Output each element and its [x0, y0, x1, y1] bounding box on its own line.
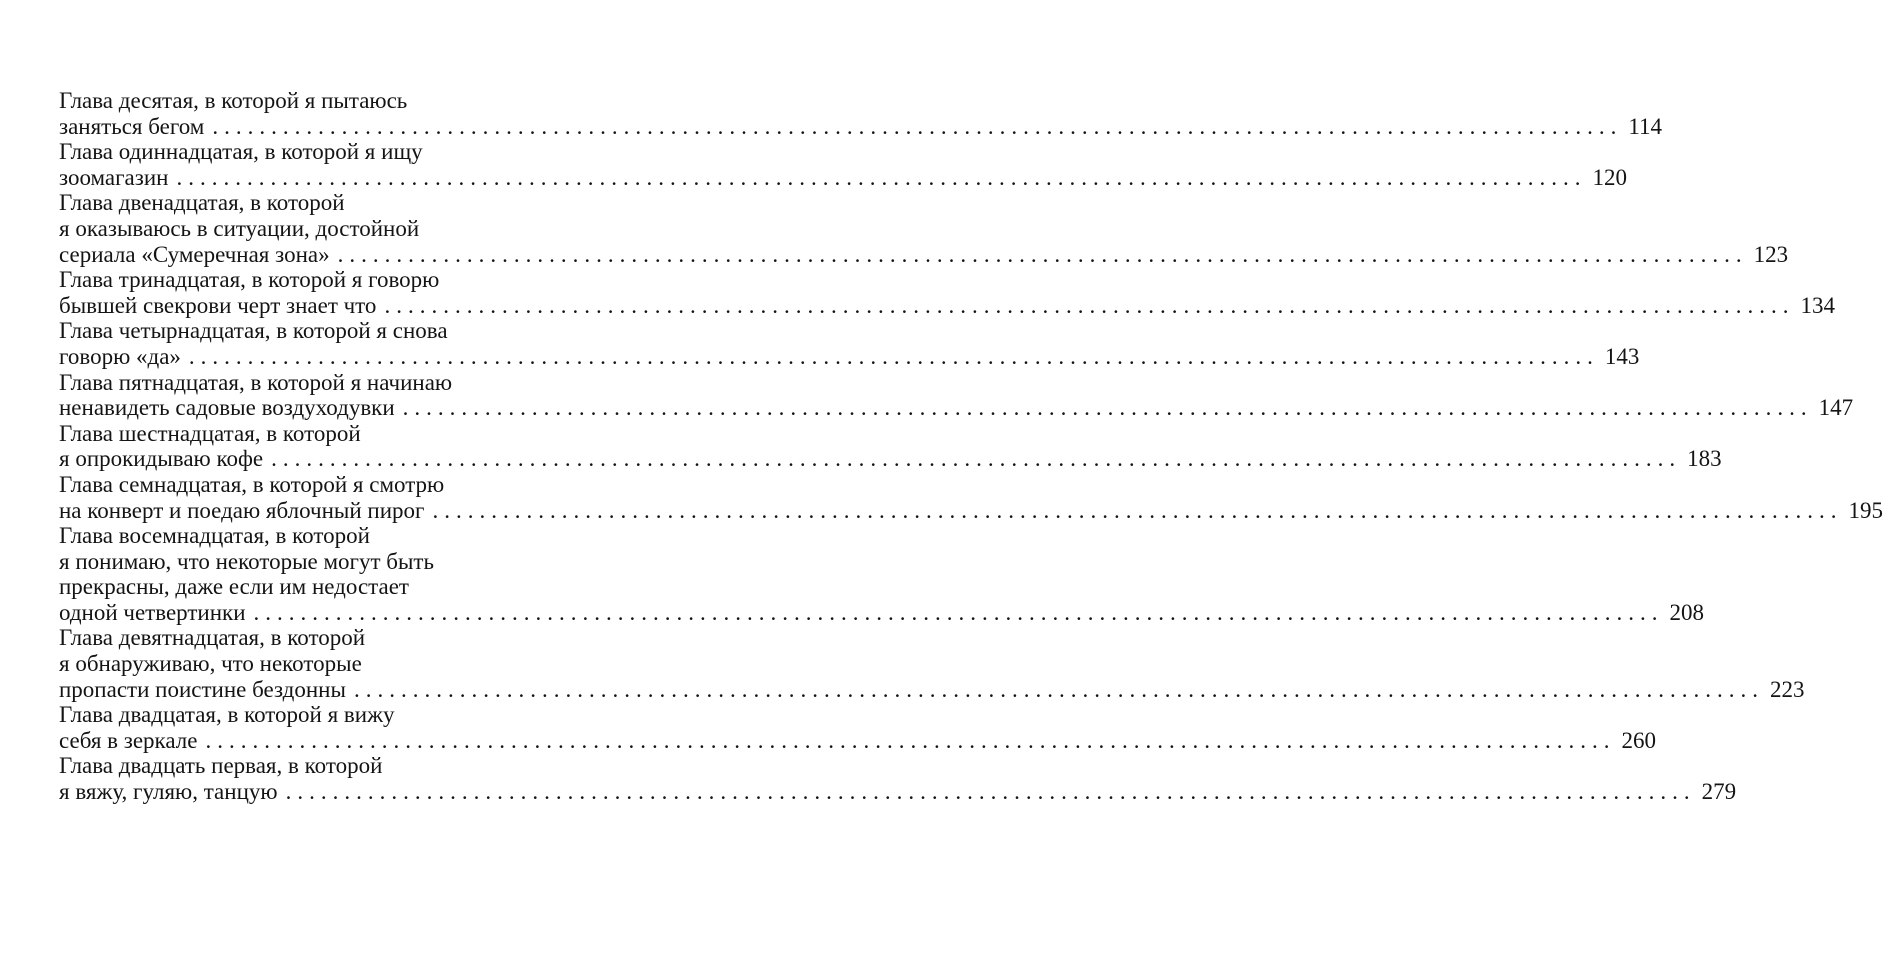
page-number: 147	[1818, 395, 1854, 421]
dot-leader: ........................................................................................................................	[337, 241, 1748, 267]
table-of-contents	[59, 88, 1883, 805]
toc-entry-line	[59, 241, 1789, 268]
toc-entry-line	[59, 318, 505, 344]
toc-entry	[59, 369, 1854, 421]
toc-entry-line	[59, 164, 1627, 191]
toc-entry	[59, 267, 1835, 318]
dot-leader: ........................................................................................................................	[253, 599, 1664, 625]
chapter-title-line: я вяжу, гуляю, танцую	[59, 779, 278, 805]
chapter-title-line: Глава тринадцатая, в которой я говорю	[59, 267, 440, 293]
chapter-title-line: Глава двенадцатая, в которой	[59, 190, 345, 216]
toc-entry-line	[59, 779, 1737, 805]
toc-entry-line	[59, 574, 505, 600]
page-number: 223	[1769, 676, 1805, 702]
toc-entry	[59, 523, 1705, 625]
dot-leader: ........................................................................................................................	[212, 113, 1623, 139]
toc-entry-line	[59, 523, 505, 549]
toc-entry	[59, 753, 1737, 805]
toc-entry-line	[59, 446, 1722, 472]
toc-entry-line	[59, 651, 505, 677]
toc-entry-line	[59, 370, 505, 396]
chapter-title-line: говорю «да»	[59, 343, 181, 369]
dot-leader: ........................................................................................................................	[353, 676, 1764, 702]
toc-entry-line	[59, 625, 505, 651]
toc-entry	[59, 702, 1656, 753]
chapter-title-line: себя в зеркале	[59, 727, 198, 753]
chapter-title-line: я понимаю, что некоторые могут быть	[59, 548, 434, 574]
chapter-title-line: прекрасны, даже если им недостает	[59, 574, 409, 600]
page-number: 208	[1669, 599, 1705, 625]
chapter-title-line: Глава десятая, в которой я пытаюсь	[59, 88, 408, 113]
page-number: 195	[1848, 497, 1883, 523]
toc-entry-line	[59, 267, 505, 293]
chapter-title-line: Глава двадцатая, в которой я вижу	[59, 702, 395, 728]
toc-entry-line	[59, 216, 505, 242]
chapter-title-line: Глава девятнадцатая, в которой	[59, 625, 365, 651]
chapter-title-line: Глава восемнадцатая, в которой	[59, 523, 370, 549]
chapter-title-line: Глава одиннадцатая, в которой я ищу	[59, 139, 423, 165]
toc-entry-line	[59, 676, 1805, 703]
toc-entry-line	[59, 113, 1663, 140]
dot-leader: ........................................................................................................................	[271, 446, 1682, 472]
page-number: 134	[1800, 292, 1835, 318]
toc-entry-line	[59, 599, 1705, 626]
page-number: 120	[1592, 164, 1627, 190]
dot-leader: ........................................................................................................................	[402, 395, 1813, 421]
toc-entry	[59, 625, 1805, 702]
chapter-title-line: ненавидеть садовые воздуходувки	[59, 395, 395, 421]
page-number: 143	[1604, 343, 1640, 369]
page-number: 123	[1753, 241, 1789, 267]
toc-entry	[59, 88, 1663, 139]
toc-entry-line	[59, 395, 1854, 421]
toc-entry-line	[59, 343, 1640, 370]
toc-entry-line	[59, 292, 1835, 319]
dot-leader: ........................................................................................................................	[285, 779, 1696, 805]
toc-entry-line	[59, 727, 1656, 754]
toc-entry	[59, 471, 1883, 523]
chapter-title-line: я оказываюсь в ситуации, достойной	[59, 215, 420, 241]
toc-entry-line	[59, 472, 505, 498]
chapter-title-line: я опрокидываю кофе	[59, 446, 264, 472]
chapter-title-line: Глава двадцать первая, в которой	[59, 753, 383, 779]
chapter-title-line: Глава семнадцатая, в которой я смотрю	[59, 471, 445, 497]
chapter-title-line: бывшей свекрови черт знает что	[59, 292, 377, 318]
dot-leader: ........................................................................................................................	[432, 497, 1843, 523]
toc-entry-line	[59, 702, 505, 728]
chapter-title-line: на конверт и поедаю яблочный пирог	[59, 497, 425, 523]
toc-entry-line	[59, 88, 505, 114]
dot-leader: ........................................................................................................................	[188, 343, 1599, 369]
toc-entry-line	[59, 421, 505, 447]
chapter-title-line: Глава пятнадцатая, в которой я начинаю	[59, 369, 453, 395]
page-number: 114	[1628, 113, 1663, 139]
chapter-title-line: пропасти поистине бездонны	[59, 676, 346, 702]
toc-entry	[59, 190, 1789, 267]
toc-entry-line	[59, 497, 1883, 524]
dot-leader: ........................................................................................................................	[176, 164, 1587, 190]
toc-entry	[59, 420, 1722, 472]
dot-leader: ........................................................................................................................	[205, 727, 1616, 753]
page-number: 279	[1701, 779, 1737, 805]
chapter-title-line: сериала «Сумеречная зона»	[59, 241, 330, 267]
chapter-title-line: Глава шестнадцатая, в которой	[59, 420, 361, 446]
chapter-title-line: я обнаруживаю, что некоторые	[59, 651, 362, 677]
toc-entry-line	[59, 753, 505, 779]
toc-entry-line	[59, 139, 505, 165]
toc-entry-line	[59, 549, 505, 575]
page-number: 260	[1621, 727, 1656, 753]
page-number: 183	[1687, 446, 1722, 472]
chapter-title-line: Глава четырнадцатая, в которой я снова	[59, 318, 448, 344]
dot-leader: ........................................................................................................................	[384, 292, 1795, 318]
toc-entry-line	[59, 190, 505, 216]
toc-entry	[59, 139, 1627, 190]
chapter-title-line: заняться бегом	[59, 113, 205, 139]
chapter-title-line: зоомагазин	[59, 164, 169, 190]
chapter-title-line: одной четвертинки	[59, 599, 246, 625]
toc-entry	[59, 318, 1640, 369]
